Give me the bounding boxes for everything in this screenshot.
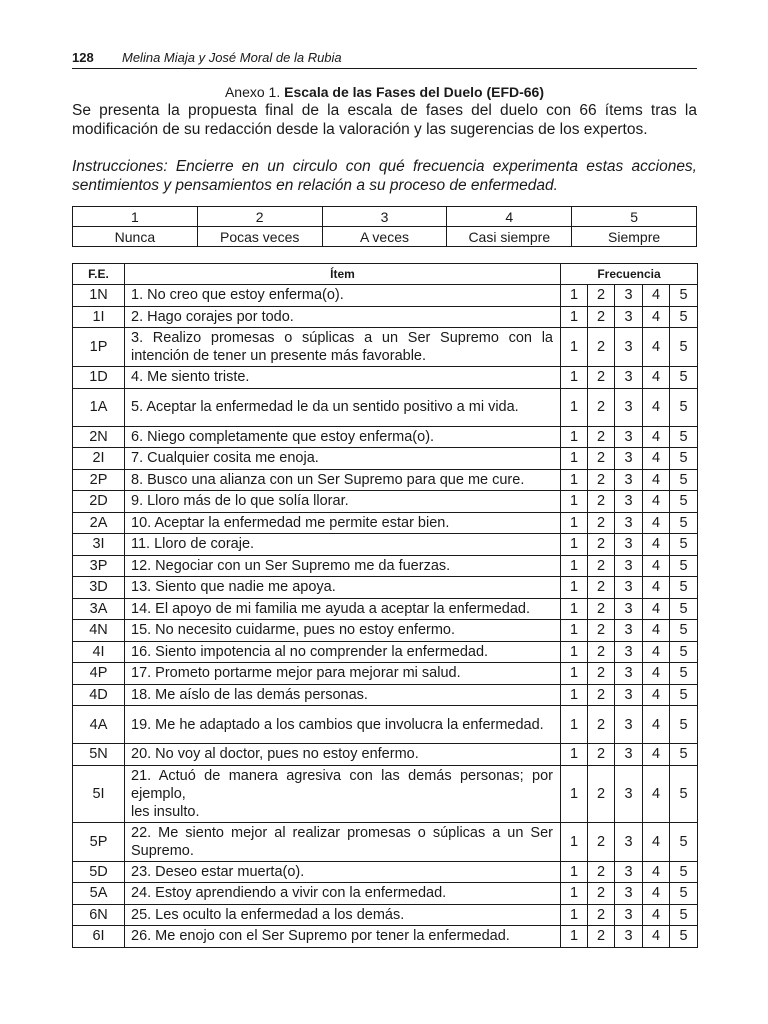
frequency-option-5[interactable]: 5 (670, 388, 698, 426)
frequency-column-header: Frecuencia (561, 264, 698, 285)
fe-code: 4A (73, 706, 125, 744)
annex-prefix: Anexo 1. (224, 84, 281, 100)
fe-code: 5P (73, 822, 125, 861)
frequency-option-3[interactable]: 3 (615, 861, 643, 883)
frequency-option-4[interactable]: 4 (643, 426, 670, 448)
table-row (73, 534, 698, 556)
running-header (72, 48, 697, 69)
frequency-option-5[interactable]: 5 (670, 491, 698, 513)
frequency-option-2[interactable]: 2 (588, 822, 615, 861)
frequency-option-5[interactable]: 5 (670, 926, 698, 948)
frequency-option-1[interactable]: 1 (561, 512, 588, 534)
fe-code: 3I (73, 534, 125, 556)
frequency-option-5[interactable]: 5 (670, 577, 698, 599)
fe-code: 4D (73, 684, 125, 706)
frequency-option-2[interactable]: 2 (588, 469, 615, 491)
frequency-option-5[interactable]: 5 (670, 883, 698, 905)
frequency-option-2[interactable]: 2 (588, 684, 615, 706)
table-row (73, 448, 698, 470)
frequency-option-2[interactable]: 2 (588, 861, 615, 883)
item-text: 17. Prometo portarme mejor para mejorar mi salud. (125, 663, 561, 685)
frequency-option-3[interactable]: 3 (615, 426, 643, 448)
table-row (73, 555, 698, 577)
frequency-option-2[interactable]: 2 (588, 577, 615, 599)
frequency-option-3[interactable]: 3 (615, 744, 643, 766)
item-text: 15. No necesito cuidarme, pues no estoy enfermo. (125, 620, 561, 642)
frequency-option-4[interactable]: 4 (643, 306, 670, 328)
frequency-option-4[interactable]: 4 (643, 904, 670, 926)
frequency-option-4[interactable]: 4 (643, 620, 670, 642)
frequency-option-3[interactable]: 3 (615, 388, 643, 426)
fe-column-header: F.E. (73, 264, 125, 285)
frequency-option-4[interactable]: 4 (643, 822, 670, 861)
item-text: 14. El apoyo de mi familia me ayuda a aceptar la enfermedad. (125, 598, 561, 620)
fe-code: 4N (73, 620, 125, 642)
fe-code: 5I (73, 765, 125, 822)
frequency-option-4[interactable]: 4 (643, 512, 670, 534)
running-authors: Melina Miaja y José Moral de la Rubia (122, 50, 342, 65)
table-row (73, 426, 698, 448)
fe-code: 3P (73, 555, 125, 577)
item-text: 19. Me he adaptado a los cambios que involucra la enfermedad. (125, 706, 561, 744)
frequency-option-3[interactable]: 3 (615, 663, 643, 685)
scale-label: Siempre (572, 227, 697, 247)
fe-code: 1N (73, 285, 125, 307)
table-row (73, 706, 698, 744)
frequency-option-1[interactable]: 1 (561, 388, 588, 426)
frequency-option-3[interactable]: 3 (615, 598, 643, 620)
fe-code: 4I (73, 641, 125, 663)
fe-code: 2P (73, 469, 125, 491)
item-text: 21. Actuó de manera agresiva con las demás personas; por ejemplo, les insulto. (125, 765, 561, 822)
page-number: 128 (72, 50, 94, 65)
frequency-option-4[interactable]: 4 (643, 765, 670, 822)
scale-labels-row (73, 227, 697, 247)
annex-scale-name: Escala de las Fases del Duelo (EFD-66) (284, 84, 545, 100)
frequency-option-3[interactable]: 3 (615, 555, 643, 577)
frequency-option-5[interactable]: 5 (670, 663, 698, 685)
item-text: 11. Lloro de coraje. (125, 534, 561, 556)
table-row (73, 577, 698, 599)
frequency-option-4[interactable]: 4 (643, 706, 670, 744)
scale-label: Casi siempre (447, 227, 572, 247)
frequency-option-5[interactable]: 5 (670, 744, 698, 766)
item-text: 2. Hago corajes por todo. (125, 306, 561, 328)
item-text: 10. Aceptar la enfermedad me permite estar bien. (125, 512, 561, 534)
frequency-option-5[interactable]: 5 (670, 684, 698, 706)
frequency-option-3[interactable]: 3 (615, 367, 643, 389)
frequency-option-4[interactable]: 4 (643, 598, 670, 620)
table-row (73, 388, 698, 426)
item-text: 13. Siento que nadie me apoya. (125, 577, 561, 599)
fe-code: 3A (73, 598, 125, 620)
scale-number: 3 (322, 207, 447, 227)
frequency-option-3[interactable]: 3 (615, 534, 643, 556)
frequency-option-4[interactable]: 4 (643, 491, 670, 513)
fe-code: 2D (73, 491, 125, 513)
frequency-option-3[interactable]: 3 (615, 328, 643, 367)
frequency-option-2[interactable]: 2 (588, 706, 615, 744)
frequency-option-2[interactable]: 2 (588, 555, 615, 577)
frequency-option-5[interactable]: 5 (670, 534, 698, 556)
frequency-option-3[interactable]: 3 (615, 765, 643, 822)
table-row (73, 367, 698, 389)
item-text: 4. Me siento triste. (125, 367, 561, 389)
item-text: 5. Aceptar la enfermedad le da un sentido positivo a mi vida. (125, 388, 561, 426)
frequency-option-5[interactable]: 5 (670, 328, 698, 367)
frequency-option-2[interactable]: 2 (588, 512, 615, 534)
frequency-option-3[interactable]: 3 (615, 883, 643, 905)
frequency-option-2[interactable]: 2 (588, 620, 615, 642)
scale-label: Pocas veces (197, 227, 322, 247)
frequency-option-3[interactable]: 3 (615, 706, 643, 744)
frequency-option-2[interactable]: 2 (588, 765, 615, 822)
frequency-option-1[interactable]: 1 (561, 641, 588, 663)
frequency-option-1[interactable]: 1 (561, 555, 588, 577)
frequency-option-4[interactable]: 4 (643, 883, 670, 905)
table-row (73, 512, 698, 534)
frequency-option-2[interactable]: 2 (588, 534, 615, 556)
frequency-option-3[interactable]: 3 (615, 469, 643, 491)
item-text: 20. No voy al doctor, pues no estoy enfermo. (125, 744, 561, 766)
table-row (73, 491, 698, 513)
frequency-option-1[interactable]: 1 (561, 328, 588, 367)
scale-number: 4 (447, 207, 572, 227)
frequency-option-2[interactable]: 2 (588, 285, 615, 307)
frequency-option-2[interactable]: 2 (588, 388, 615, 426)
item-text: 9. Lloro más de lo que solía llorar. (125, 491, 561, 513)
frequency-option-2[interactable]: 2 (588, 663, 615, 685)
table-row (73, 822, 698, 861)
item-text: 1. No creo que estoy enferma(o). (125, 285, 561, 307)
frequency-option-4[interactable]: 4 (643, 469, 670, 491)
table-row (73, 306, 698, 328)
frequency-option-4[interactable]: 4 (643, 367, 670, 389)
item-text: 25. Les oculto la enfermedad a los demás. (125, 904, 561, 926)
frequency-option-4[interactable]: 4 (643, 555, 670, 577)
fe-code: 6N (73, 904, 125, 926)
frequency-option-1[interactable]: 1 (561, 285, 588, 307)
items-table-header (73, 264, 698, 285)
item-text: 16. Siento impotencia al no comprender la enfermedad. (125, 641, 561, 663)
scale-label: Nunca (73, 227, 198, 247)
item-text: 22. Me siento mejor al realizar promesas o súplicas a un Ser Supremo. (125, 822, 561, 861)
items-table (72, 263, 698, 948)
item-text: 24. Estoy aprendiendo a vivir con la enfermedad. (125, 883, 561, 905)
frequency-option-4[interactable]: 4 (643, 285, 670, 307)
fe-code: 6I (73, 926, 125, 948)
table-row (73, 926, 698, 948)
item-column-header: Ítem (125, 264, 561, 285)
frequency-option-5[interactable]: 5 (670, 285, 698, 307)
scale-numbers-row (73, 207, 697, 227)
frequency-option-3[interactable]: 3 (615, 641, 643, 663)
fe-code: 1D (73, 367, 125, 389)
frequency-option-5[interactable]: 5 (670, 765, 698, 822)
table-row (73, 285, 698, 307)
frequency-option-1[interactable]: 1 (561, 684, 588, 706)
frequency-option-4[interactable]: 4 (643, 663, 670, 685)
table-row (73, 598, 698, 620)
frequency-option-4[interactable]: 4 (643, 684, 670, 706)
frequency-option-1[interactable]: 1 (561, 883, 588, 905)
frequency-option-2[interactable]: 2 (588, 448, 615, 470)
frequency-option-2[interactable]: 2 (588, 367, 615, 389)
frequency-option-4[interactable]: 4 (643, 926, 670, 948)
frequency-option-5[interactable]: 5 (670, 861, 698, 883)
frequency-option-2[interactable]: 2 (588, 426, 615, 448)
frequency-option-3[interactable]: 3 (615, 448, 643, 470)
table-row (73, 861, 698, 883)
frequency-option-2[interactable]: 2 (588, 883, 615, 905)
fe-code: 2A (73, 512, 125, 534)
table-row (73, 620, 698, 642)
fe-code: 2I (73, 448, 125, 470)
frequency-option-1[interactable]: 1 (561, 706, 588, 744)
frequency-option-5[interactable]: 5 (670, 822, 698, 861)
fe-code: 3D (73, 577, 125, 599)
frequency-option-5[interactable]: 5 (670, 469, 698, 491)
fe-code: 5N (73, 744, 125, 766)
table-row (73, 904, 698, 926)
fe-code: 5A (73, 883, 125, 905)
frequency-option-3[interactable]: 3 (615, 306, 643, 328)
frequency-option-4[interactable]: 4 (643, 744, 670, 766)
scale-number: 2 (197, 207, 322, 227)
item-text: 8. Busco una alianza con un Ser Supremo para que me cure. (125, 469, 561, 491)
frequency-option-4[interactable]: 4 (643, 861, 670, 883)
item-text: 6. Niego completamente que estoy enferma(o). (125, 426, 561, 448)
frequency-option-5[interactable]: 5 (670, 706, 698, 744)
frequency-option-3[interactable]: 3 (615, 904, 643, 926)
frequency-option-4[interactable]: 4 (643, 388, 670, 426)
frequency-option-5[interactable]: 5 (670, 598, 698, 620)
frequency-option-1[interactable]: 1 (561, 861, 588, 883)
frequency-option-1[interactable]: 1 (561, 448, 588, 470)
frequency-option-4[interactable]: 4 (643, 534, 670, 556)
scale-number: 5 (572, 207, 697, 227)
fe-code: 4P (73, 663, 125, 685)
frequency-option-3[interactable]: 3 (615, 577, 643, 599)
frequency-option-2[interactable]: 2 (588, 744, 615, 766)
frequency-option-3[interactable]: 3 (615, 926, 643, 948)
frequency-option-1[interactable]: 1 (561, 744, 588, 766)
frequency-option-1[interactable]: 1 (561, 469, 588, 491)
frequency-option-5[interactable]: 5 (670, 555, 698, 577)
frequency-option-3[interactable]: 3 (615, 684, 643, 706)
table-row (73, 684, 698, 706)
item-text: 7. Cualquier cosita me enoja. (125, 448, 561, 470)
frequency-option-3[interactable]: 3 (615, 822, 643, 861)
table-row (73, 883, 698, 905)
item-text: 12. Negociar con un Ser Supremo me da fuerzas. (125, 555, 561, 577)
frequency-option-1[interactable]: 1 (561, 822, 588, 861)
frequency-option-5[interactable]: 5 (670, 306, 698, 328)
frequency-option-5[interactable]: 5 (670, 367, 698, 389)
frequency-option-3[interactable]: 3 (615, 491, 643, 513)
frequency-option-1[interactable]: 1 (561, 577, 588, 599)
frequency-option-1[interactable]: 1 (561, 926, 588, 948)
frequency-option-1[interactable]: 1 (561, 367, 588, 389)
frequency-option-4[interactable]: 4 (643, 448, 670, 470)
frequency-option-3[interactable]: 3 (615, 285, 643, 307)
frequency-option-1[interactable]: 1 (561, 598, 588, 620)
scale-label: A veces (322, 227, 447, 247)
frequency-option-1[interactable]: 1 (561, 620, 588, 642)
frequency-option-1[interactable]: 1 (561, 306, 588, 328)
fe-code: 2N (73, 426, 125, 448)
fe-code: 1I (73, 306, 125, 328)
item-text: 23. Deseo estar muerta(o). (125, 861, 561, 883)
frequency-option-2[interactable]: 2 (588, 306, 615, 328)
frequency-option-2[interactable]: 2 (588, 598, 615, 620)
response-scale-table (72, 206, 697, 247)
frequency-option-1[interactable]: 1 (561, 491, 588, 513)
frequency-option-5[interactable]: 5 (670, 448, 698, 470)
frequency-option-5[interactable]: 5 (670, 620, 698, 642)
frequency-option-2[interactable]: 2 (588, 904, 615, 926)
frequency-option-1[interactable]: 1 (561, 904, 588, 926)
table-row (73, 641, 698, 663)
frequency-option-2[interactable]: 2 (588, 328, 615, 367)
frequency-option-5[interactable]: 5 (670, 641, 698, 663)
frequency-option-1[interactable]: 1 (561, 765, 588, 822)
frequency-option-2[interactable]: 2 (588, 641, 615, 663)
table-row (73, 744, 698, 766)
item-text: 26. Me enojo con el Ser Supremo por tener la enfermedad. (125, 926, 561, 948)
frequency-option-2[interactable]: 2 (588, 491, 615, 513)
frequency-option-4[interactable]: 4 (643, 641, 670, 663)
item-text: 3. Realizo promesas o súplicas a un Ser Supremo con la intención de tener un presente más favorable. (125, 328, 561, 367)
table-row (73, 469, 698, 491)
table-row (73, 765, 698, 822)
frequency-option-2[interactable]: 2 (588, 926, 615, 948)
table-row (73, 328, 698, 367)
frequency-option-4[interactable]: 4 (643, 577, 670, 599)
instructions-paragraph: Instrucciones: Encierre en un circulo con qué frecuencia experimenta estas acciones, sentimientos y pensamientos en relación a su proceso de enfermedad. (72, 158, 697, 194)
fe-code: 1P (73, 328, 125, 367)
frequency-option-3[interactable]: 3 (615, 512, 643, 534)
frequency-option-5[interactable]: 5 (670, 904, 698, 926)
item-text: 18. Me aíslo de las demás personas. (125, 684, 561, 706)
frequency-option-5[interactable]: 5 (670, 426, 698, 448)
frequency-option-1[interactable]: 1 (561, 426, 588, 448)
frequency-option-3[interactable]: 3 (615, 620, 643, 642)
table-row (73, 663, 698, 685)
scale-number: 1 (73, 207, 198, 227)
intro-paragraph: Se presenta la propuesta final de la escala de fases del duelo con 66 ítems tras la modificación de su redacción desde la valoración y las sugerencias de los expertos. (72, 102, 697, 138)
frequency-option-1[interactable]: 1 (561, 663, 588, 685)
fe-code: 1A (73, 388, 125, 426)
frequency-option-5[interactable]: 5 (670, 512, 698, 534)
frequency-option-4[interactable]: 4 (643, 328, 670, 367)
frequency-option-1[interactable]: 1 (561, 534, 588, 556)
annex-title (72, 84, 697, 100)
fe-code: 5D (73, 861, 125, 883)
